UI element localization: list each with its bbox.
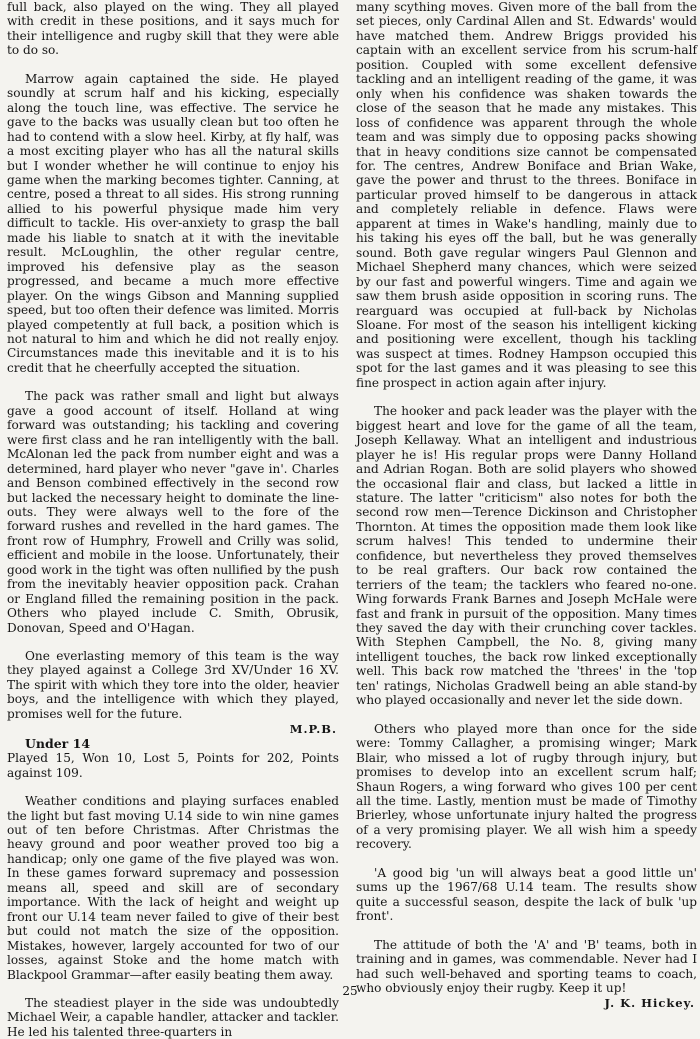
section-title-under-14: Under 14 (25, 735, 91, 751)
right-paragraph-2: The hooker and pack leader was the player with the biggest heart and love for the game of all the team, Joseph Kellaway. What an intelligent and industrious player he is! His regular props were Danny Holland and Adrian Rogan. Both are solid players who showed the occasional flair and class, but lacked a little in stature. The latter "criticism" also notes for both the second row men—Terence Dickinson and Christopher Thornton. At times the opposition made them look like scrum halves! This tended to undermine their confidence, but nevertheless they proved themselves to be real grafters. Our back row contained the terriers of the team; the tacklers who feared no-one. Wing forwards Frank Barnes and Joseph McHale were fast and frank in pursuit of the opposition. Many times they saved the day with their crunching cover tackles. With Stephen Campbell, the No. 8, giving many intelligent touches, the back row linked exceptionally well. This back row matched the 'threes' in the 'top ten' ratings, Nicholas Gradwell being an able stand-by who played occasionally and never let the side down. (356, 404, 697, 708)
left-paragraph-4: One everlasting memory of this team is the way they played against a College 3rd XV/Under 16 XV. The spirit with which they tore into the older, heavier boys, and the intelligence with which they played, promises well for the future. (7, 649, 339, 721)
left-paragraph-1: full back, also played on the wing. They all played with credit in these positions, and it says much for their intelligence and rugby skill that they were able to do so. (7, 0, 339, 58)
right-paragraph-5: The attitude of both the 'A' and 'B' teams, both in training and in games, was commendable. Never had I had such well-behaved and sporting teams to coach, who obviously enjoy their rugby. Keep it up! (356, 937, 697, 995)
right-paragraph-3: Others who played more than once for the side were: Tommy Callagher, a promising winger; Mark Blair, who missed a lot of rugby through injury, but promises to develop into an excellent scrum half; Shaun Rogers, a wing forward who gives 100 per cent all the time. Lastly, mention must be made of Timothy Brierley, whose unfortunate injury halted the progress of a very promising player. We all wish him a speedy recovery. (356, 721, 697, 852)
left-paragraph-2: Marrow again captained the side. He played soundly at scrum half and his kicking, especially along the touch line, was effective. The service he gave to the backs was usually clean but too often he had to contend with a slow heel. Kirby, at fly half, was a most exciting player who has all the natural skills but I wonder whether he will continue to enjoy his game when the marking becomes tighter. Canning, at centre, posed a threat to all sides. His strong running allied to his powerful physique made him very difficult to tackle. His over-anxiety to grasp the ball made his liable to snatch at it with the inevitable result. McLoughlin, the other regular centre, improved his defensive play as the season progressed, and became a much more effective player. On the wings Gibson and Manning supplied speed, but too often their defence was limited. Morris played competently at full back, a position which is not natural to him and which he did not really enjoy. Circumstances made this inevitable and it is to his credit that he cheerfully accepted the situation. (7, 71, 339, 375)
right-column (356, 0, 697, 1011)
season-record: Played 15, Won 10, Lost 5, Points for 202, Points against 109. (7, 751, 339, 780)
signature-hickey: J. K. Hickey. (604, 996, 695, 1011)
left-paragraph-6: The steadiest player in the side was undoubtedly Michael Weir, a capable handler, attacker and tackler. He led his talented three-quarters in (7, 996, 339, 1039)
left-column (7, 0, 339, 1039)
right-paragraph-4: 'A good big 'un will always beat a good little un' sums up the 1967/68 U.14 team. The results show quite a successful season, despite the lack of bulk 'up front'. (356, 865, 697, 924)
right-paragraph-1: many scything moves. Given more of the ball from the set pieces, only Cardinal Allen and St. Edwards' would have matched them. Andrew Briggs provided his captain with an excellent service from his scrum-half position. Coupled with some excellent defensive tackling and an intelligent reading of the game, it was only when his confidence was shaken towards the close of the season that he made any mistakes. This loss of confidence was apparent through the whole team and was simply due to opposing packs showing that in heavy conditions size cannot be compensated for. The centres, Andrew Boniface and Brian Wake, gave the power and thrust to the threes. Boniface in particular proved himself to be dangerous in attack and completely reliable in defence. Flaws were apparent at times in Wake's handling, mainly due to his taking his eyes off the ball, but he was generally sound. Both gave regular wingers Paul Glennon and Michael Shepherd many chances, which were seized by our fast and powerful wingers. Time and again we saw them brush aside opposition in scoring runs. The rearguard was occupied at full-back by Nicholas Sloane. For most of the season his intelligent kicking and positioning were excellent, though his tackling was suspect at times. Rodney Hampson occupied this spot for the last games and it was pleasing to see this fine prospect in action again after injury. (356, 0, 697, 390)
left-paragraph-3: The pack was rather small and light but always gave a good account of itself. Holland at wing forward was outstanding; his tackling and covering were first class and he ran intelligently with the ball. McAlonan led the pack from number eight and was a determined, hard player who never "gave in'. Charles and Benson combined effectively in the second row but lacked the necessary height to dominate the line-outs. They were always well to the fore of the forward rushes and revelled in the hard games. The front row of Humphry, Frowell and Crilly was solid, efficient and mobile in the loose. Unfortunately, their good work in the tight was often nullified by the push from the inevitably heavier opposition pack. Crahan or England filled the remaining position in the pack. Others who played include C. Smith, Obrusik, Donovan, Speed and O'Hagan. (7, 389, 339, 635)
page-number: 25 (342, 984, 358, 998)
left-paragraph-5: Weather conditions and playing surfaces enabled the light but fast moving U.14 side to win nine games out of ten before Christmas. After Christmas the heavy ground and poor weather proved too big a handicap; only one game of the five played was won. In these games forward supremacy and possession means all, speed and skill are of secondary importance. With the lack of height and weight up front our U.14 team never failed to give of their best but could not match the size of the opposition. Mistakes, however, largely accounted for two of our losses, against Stoke and the home match with Blackpool Grammar—after easily beating them away. (7, 794, 339, 982)
signature-mpb: M.P.B. (289, 722, 337, 737)
